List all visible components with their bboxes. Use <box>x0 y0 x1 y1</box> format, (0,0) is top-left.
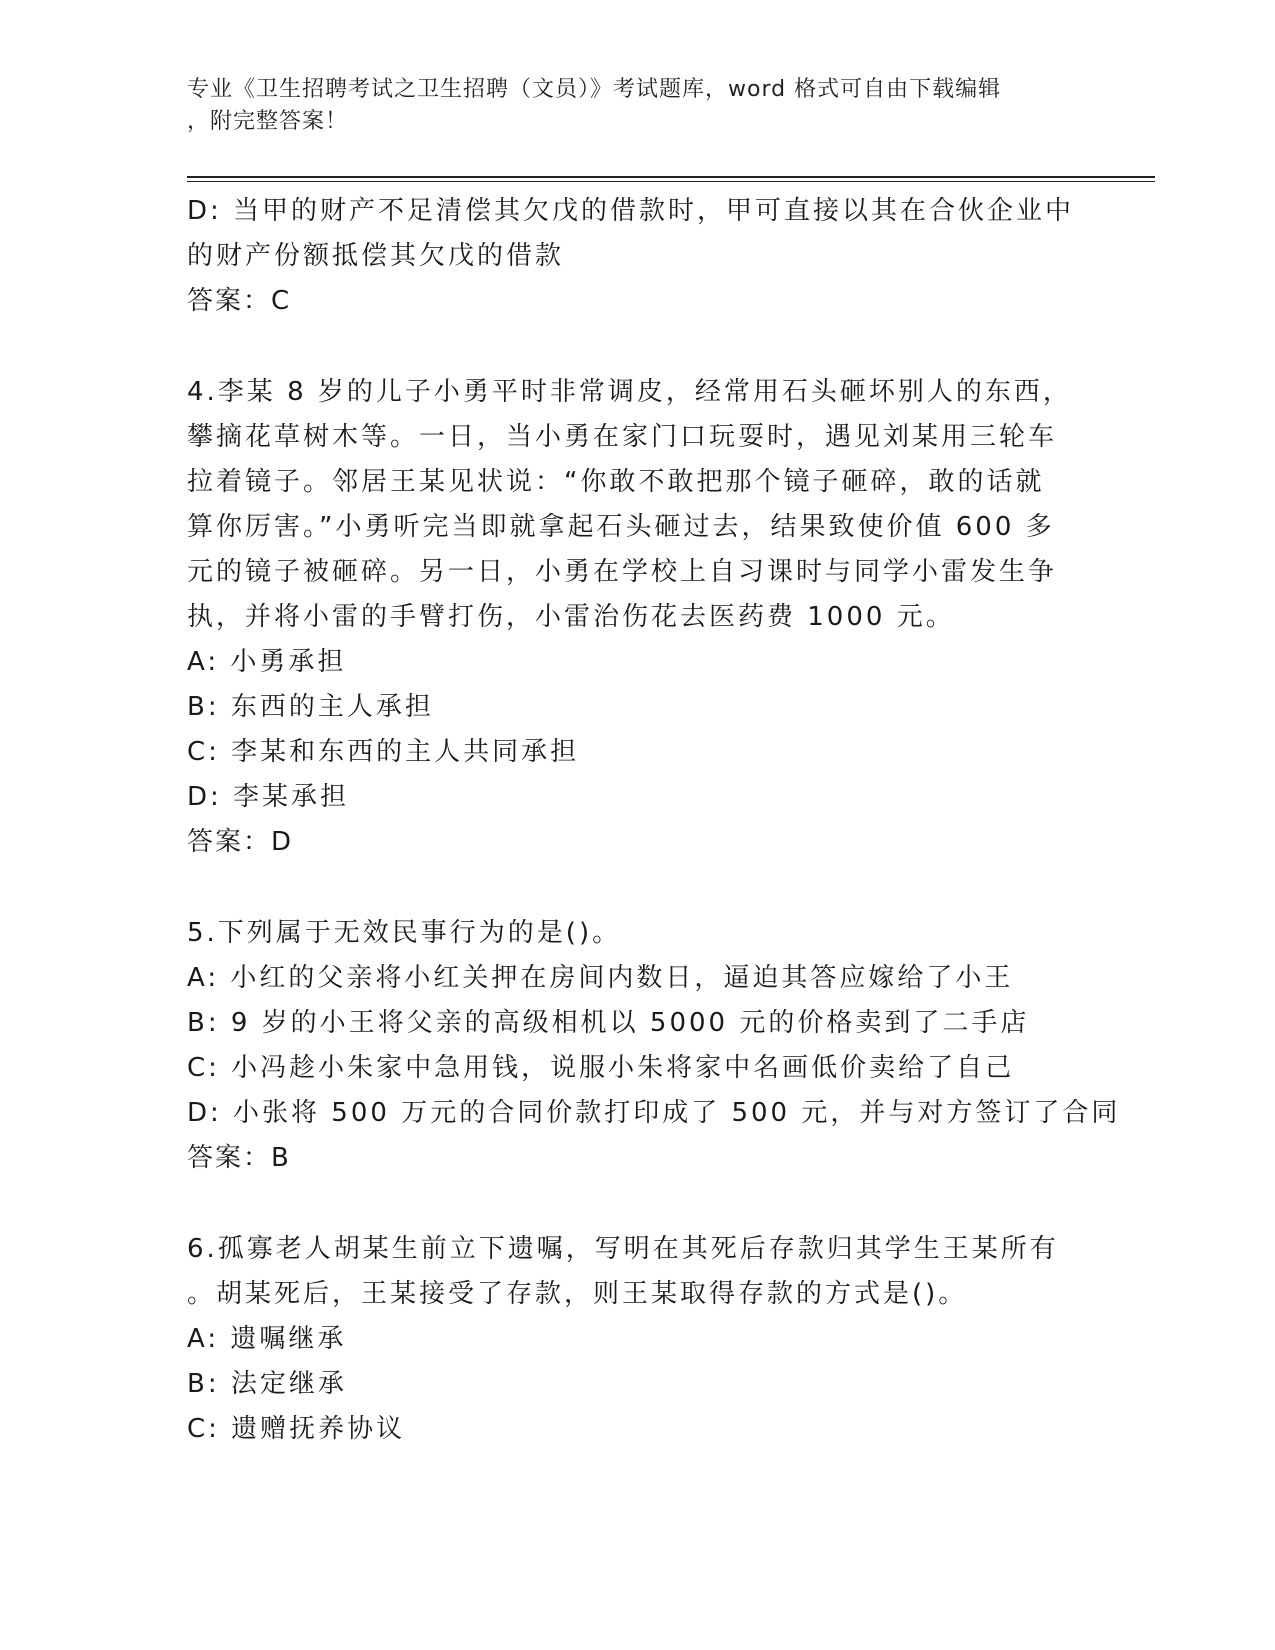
spacer <box>187 1181 1087 1227</box>
option-a: A: 遗嘱继承 <box>187 1324 347 1354</box>
question-3-tail <box>187 189 1087 324</box>
question-stem-line: 6.孤寡老人胡某生前立下遗嘱，写明在其死后存款归其学生王某所有 <box>187 1234 1059 1264</box>
answer-label: 答案：C <box>187 286 292 316</box>
answer-label: 答案：D <box>187 827 294 857</box>
option-c: C: 小冯趁小朱家中急用钱，说服小朱将家中名画低价卖给了自己 <box>187 1053 1015 1083</box>
header-line-1: 专业《卫生招聘考试之卫生招聘（文员）》考试题库，word 格式可自由下载编辑 <box>187 77 1002 102</box>
header-rule-thin <box>187 181 1155 182</box>
option-d-line-1: D: 当甲的财产不足清偿其欠戊的借款时，甲可直接以其在合伙企业中 <box>187 196 1075 226</box>
question-stem-line: 算你厉害。”小勇听完当即就拿起石头砸过去，结果致使价值 600 多 <box>187 512 1055 542</box>
answer-label: 答案：B <box>187 1143 291 1173</box>
option-d-line-2: 的财产份额抵偿其欠戊的借款 <box>187 241 565 271</box>
header-line-2: ，附完整答案！ <box>187 109 349 134</box>
question-stem-line: 元的镜子被砸碎。另一日，小勇在学校上自习课时与同学小雷发生争 <box>187 557 1058 587</box>
option-b: B: 法定继承 <box>187 1369 347 1399</box>
option-c: C: 遗赠抚养协议 <box>187 1414 406 1444</box>
question-stem-line: 。胡某死后，王某接受了存款，则王某取得存款的方式是()。 <box>187 1279 968 1309</box>
question-stem-line: 4.李某 8 岁的儿子小勇平时非常调皮，经常用石头砸坏别人的东西， <box>187 377 1072 407</box>
question-stem-line: 5.下列属于无效民事行为的是()。 <box>187 918 622 948</box>
question-5 <box>187 911 1121 1181</box>
spacer <box>187 865 1087 911</box>
question-6 <box>187 1227 1087 1452</box>
option-a: A: 小勇承担 <box>187 647 347 677</box>
question-stem-line: 执，并将小雷的手臂打伤，小雷治伤花去医药费 1000 元。 <box>187 602 955 632</box>
question-stem-line: 攀摘花草树木等。一日，当小勇在家门口玩耍时，遇见刘某用三轮车 <box>187 422 1058 452</box>
option-b: B: 9 岁的小王将父亲的高级相机以 5000 元的价格卖到了二手店 <box>187 1008 1030 1038</box>
option-d: D: 李某承担 <box>187 782 350 812</box>
question-content <box>187 189 1121 1452</box>
option-b: B: 东西的主人承担 <box>187 692 434 722</box>
document-header <box>187 74 1067 138</box>
option-c: C: 李某和东西的主人共同承担 <box>187 737 580 767</box>
option-d: D: 小张将 500 万元的合同价款打印成了 500 元，并与对方签订了合同 <box>187 1098 1121 1128</box>
question-stem-line: 拉着镜子。邻居王某见状说：“你敢不敢把那个镜子砸碎，敢的话就 <box>187 467 1045 497</box>
header-rule-thick <box>187 176 1155 178</box>
option-a: A: 小红的父亲将小红关押在房间内数日，逼迫其答应嫁给了小王 <box>187 963 1014 993</box>
spacer <box>187 324 1087 370</box>
question-4 <box>187 370 1087 865</box>
